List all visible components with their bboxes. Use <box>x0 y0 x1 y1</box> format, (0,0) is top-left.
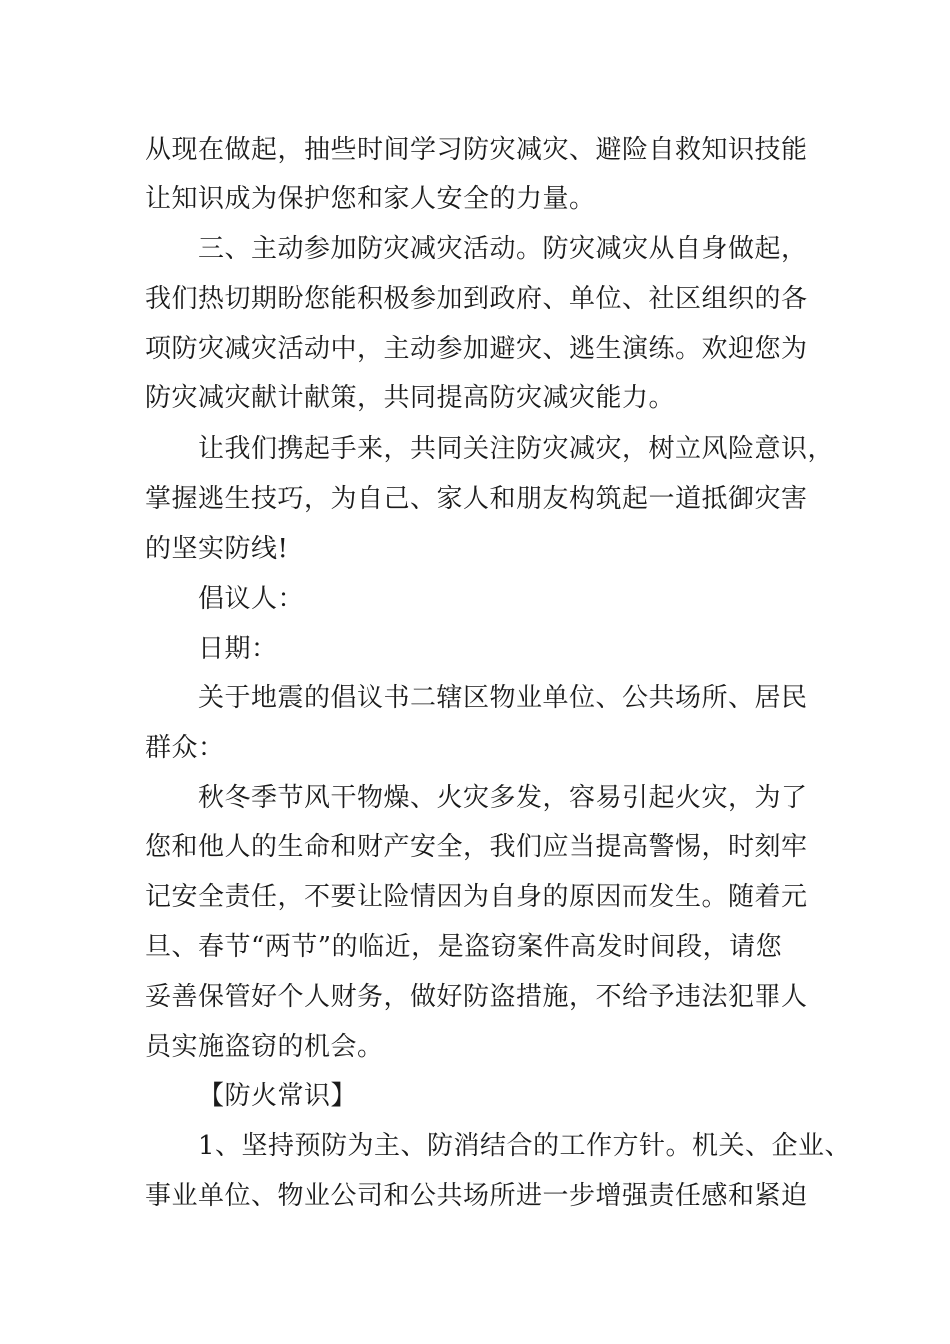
text-line: 三、主动参加防灾减灾活动。防灾减灾从自身做起， <box>198 234 808 264</box>
text-line: 秋冬季节风干物燥、火灾多发，容易引起火灾，为了 <box>198 783 808 813</box>
text-line: 项防灾减灾活动中，主动参加避灾、逃生演练。欢迎您为 <box>145 334 808 364</box>
text-line: 员实施盗窃的机会。 <box>145 1032 384 1062</box>
text-line: 您和他人的生命和财产安全，我们应当提高警惕，时刻牢 <box>145 832 808 862</box>
text-line: 让我们携起手来，共同关注防灾减灾，树立风险意识， <box>198 434 835 464</box>
text-line: 事业单位、物业公司和公共场所进一步增强责任感和紧迫 <box>145 1181 808 1211</box>
signature-label: 倡议人： <box>198 584 305 614</box>
text-line: 我们热切期盼您能积极参加到政府、单位、社区组织的各 <box>145 284 808 314</box>
text-line: 的坚实防线! <box>145 534 289 564</box>
text-line: 记安全责任，不要让险情因为自身的原因而发生。随着元 <box>145 882 808 912</box>
date-label: 日期： <box>198 634 278 664</box>
text-line: 让知识成为保护您和家人安全的力量。 <box>145 184 596 214</box>
section-heading: 【防火常识】 <box>198 1081 358 1111</box>
text-line: 妥善保管好个人财务，做好防盗措施，不给予违法犯罪人 <box>145 982 808 1012</box>
text-line: 掌握逃生技巧，为自己、家人和朋友构筑起一道抵御灾害 <box>145 484 808 514</box>
text-line: 关于地震的倡议书二辖区物业单位、公共场所、居民 <box>198 683 808 713</box>
text-line: 1、坚持预防为主、防消结合的工作方针。机关、企业、 <box>198 1131 852 1161</box>
text-line: 防灾减灾献计献策，共同提高防灾减灾能力。 <box>145 383 676 413</box>
text-line: 旦、春节“两节”的临近，是盗窃案件高发时间段，请您 <box>145 932 783 962</box>
text-line: 群众： <box>145 733 225 763</box>
text-line: 从现在做起，抽些时间学习防灾减灾、避险自救知识技能 <box>145 135 808 165</box>
